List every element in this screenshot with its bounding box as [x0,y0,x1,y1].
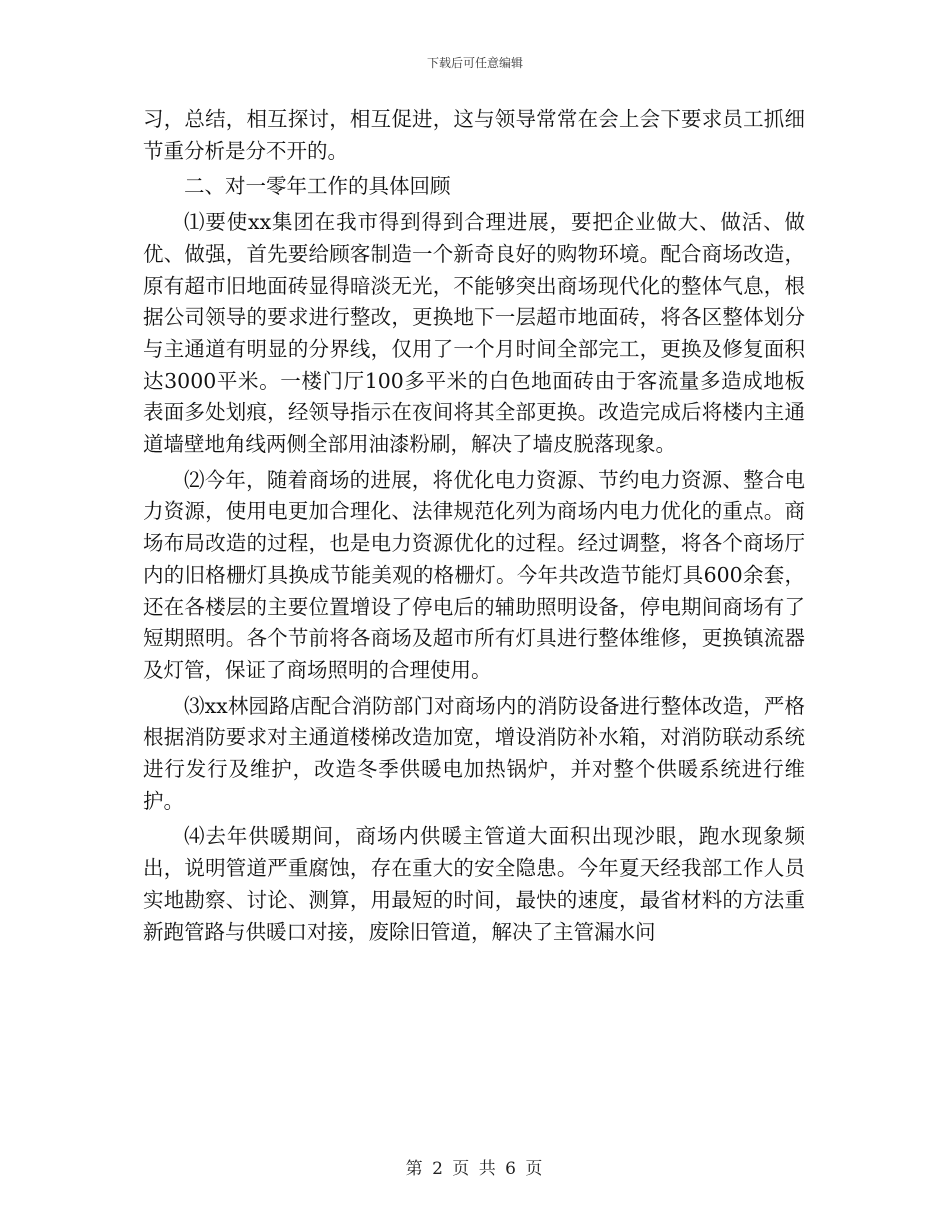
section-heading: 二、对一零年工作的具体回顾 [184,174,451,199]
paragraph-item-2: ⑵今年，随着商场的进展，将优化电力资源、节约电力资源、整合电力资源，使用电更加合理化、法律规范化列为商场内电力优化的重点。商场布局改造的过程，也是电力资源优化的过程。经过调整，将各个商场厅内的旧格栅灯具换成节能美观的格栅灯。今年共改造节能灯具600余套，还在各楼层的主要位置增设了停电后的辅助照明设备，停电期间商场有了短期照明。各个节前将各商场及超市所有灯具进行整体维修，更换镇流器及灯管，保证了商场照明的合理使用。 [143,467,805,682]
paragraph-continuation: 习，总结，相互探讨，相互促进，这与领导常常在会上会下要求员工抓细节重分析是分不开的。 [143,107,805,163]
paragraph-item-1: ⑴要使xx集团在我市得到得到合理进展，要把企业做大、做活、做优、做强，首先要给顾客制造一个新奇良好的购物环境。配合商场改造，原有超市旧地面砖显得暗淡无光，不能够突出商场现代化的整体气息，根据公司领导的要求进行整改，更换地下一层超市地面砖，将各区整体划分与主通道有明显的分界线，仅用了一个月时间全部完工，更换及修复面积达3000平米。一楼门厅100多平米的白色地面砖由于客流量多造成地板表面多处划痕，经领导指示在夜间将其全部更换。改造完成后将楼内主通道墙壁地角线两侧全部用油漆粉刷，解决了墙皮脱落现象。 [143,210,805,457]
document-body [143,104,805,948]
page-number-footer: 第 2 页 共 6 页 [405,1159,545,1179]
paragraph-item-4: ⑷去年供暖期间，商场内供暖主管道大面积出现沙眼，跑水现象频出，说明管道严重腐蚀，存在重大的安全隐患。今年夏天经我部工作人员实地勘察、讨论、测算，用最短的时间，最快的速度，最省材料的方法重新跑管路与供暖口对接，废除旧管道，解决了主管漏水问 [143,824,805,944]
page-header-note: 下载后可任意编辑 [426,56,523,70]
paragraph-item-3: ⑶xx林园路店配合消防部门对商场内的消防设备进行整体改造，严格根据消防要求对主通道楼梯改造加宽，增设消防补水箱，对消防联动系统进行发行及维护，改造冬季供暖电加热锅炉，并对整个供暖系统进行维护。 [143,693,805,813]
